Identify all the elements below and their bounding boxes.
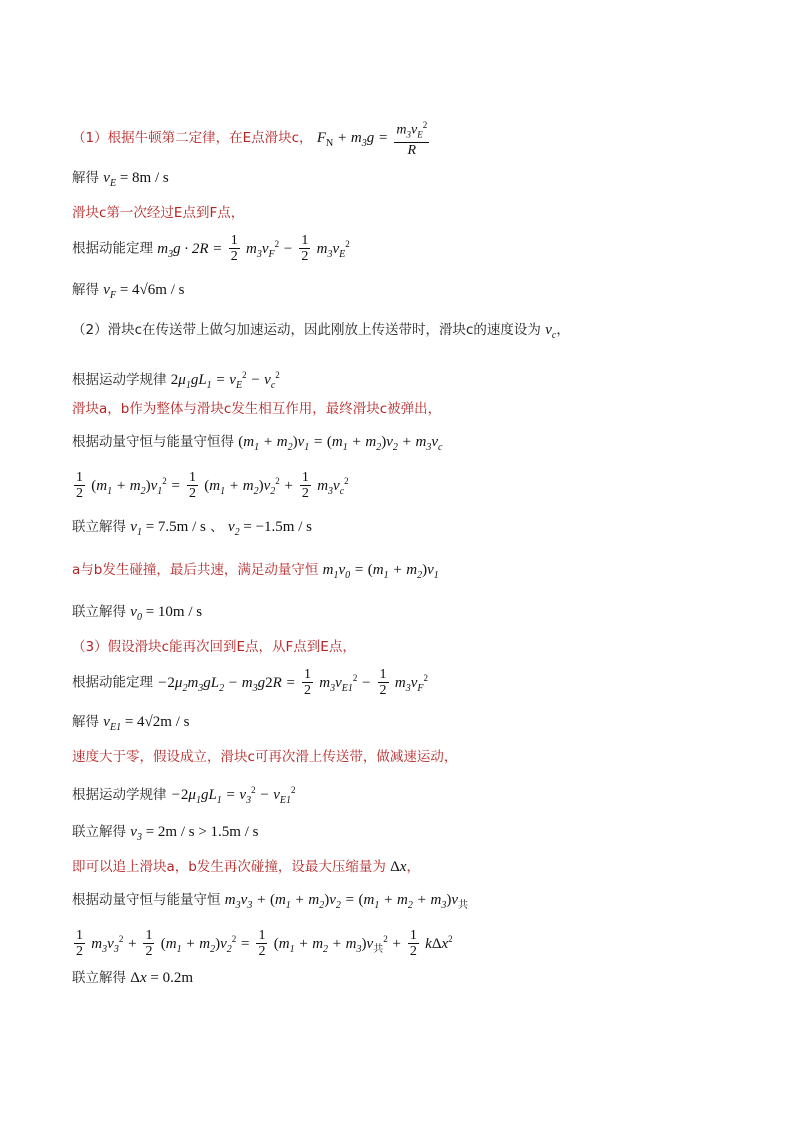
solution-line [72,280,184,306]
equation-fraction: $\frac{m_3v_E^2}{R}$ [396,120,428,159]
line-text: 联立解得 [72,519,126,535]
line-text: （1）根据牛顿第二定律，在E点滑块c， [72,130,313,147]
solution-line [72,470,349,502]
solution-line [72,168,169,194]
equation: $m_3g \cdot 2R$ = [157,240,223,260]
solution-line [72,602,202,628]
solution-line [72,118,431,158]
equation-fraction: $\frac{1}{2}$ [230,233,238,264]
solution-line [72,667,428,699]
equation: $m_3v_E^2$ [316,238,350,260]
equation-fraction: $\frac{1}{2}$ [188,470,196,501]
equation-fraction: $\frac{1}{2}$ [145,928,153,959]
line-text: 联立解得 [72,824,126,840]
line-text: （2）滑块c在传送带上做匀加速运动，因此刚放上传送带时，滑块c的速度设为 [72,322,541,338]
line-text: 解得 [72,282,99,298]
line-text: 联立解得 [72,604,126,620]
equation: $m_1v_0 = (m_1 + m_2)v_1$ [322,562,439,581]
line-text: a与b发生碰撞，最后共速，满足动量守恒 [72,562,319,578]
equation: $-2\mu_2m_3gL_2 - m_3g2R$ = [157,674,296,694]
line-text: 根据动能定理 [72,240,153,257]
equation: $v_E = 8m / s$ [103,170,169,189]
line-text: 联立解得 [72,970,126,986]
solution-line [72,712,189,738]
solution-line [72,399,441,419]
equation: $v_F = 4√6m / s$ [103,282,185,301]
equation: $v_3 = 2m / s > 1.5m / s$ [130,824,259,843]
equation: Δx = 0.2m [130,970,194,986]
solution-line: 联立解得 $v_1 = 7.5m / s$ 、 $v_2 = -1.5m / s$ [72,519,312,538]
equation-fraction: $\frac{1}{2}$ [379,667,387,698]
equation-fraction: $\frac{1}{2}$ [409,928,417,959]
equation-fraction: $\frac{1}{2}$ [76,928,83,959]
solution-line: （2）滑块c在传送带上做匀加速运动，因此刚放上传送带时，滑块c的速度设为 $v_c$， [72,322,570,341]
equation: $(m_1 + m_2)v_1 = (m_1 + m_2)v_2 + m_3v_c$ [238,434,443,453]
equation-fraction: $\frac{1}{2}$ [303,667,311,698]
solution-line [72,928,453,960]
equation: $(m_1 + m_2 + m_3)v_共^2$ + [273,933,402,955]
equation: $(m_1 + m_2)v_1^2$ = [91,475,181,497]
line-text: 即可以追上滑块a，b发生再次碰撞，设最大压缩量为 [72,859,386,875]
equation: $F_N + m_3g$ = [316,130,389,150]
line-text: 根据动量守恒与能量守恒 [72,892,221,908]
line-text: 根据动量守恒与能量守恒得 [72,434,234,450]
line-text: 滑块a，b作为整体与滑块c发生相互作用，最终滑块c被弹出， [72,401,442,417]
solution-line [72,637,356,657]
equation: kΔx$^2$ [425,933,453,952]
equation: $v_0 = 10m / s$ [130,604,203,623]
equation-fraction: $\frac{1}{2}$ [76,470,83,501]
equation: $(m_1 + m_2)v_2^2$ = [160,933,251,955]
line-text: 解得 [72,714,99,730]
equation: $m_3v_3^2$ + [91,933,138,955]
equation: $-2\mu_1gL_1 = v_3^2 - v_{E1}^2$ [170,785,296,806]
equation: $(m_1 + m_2)v_2^2$ + [204,475,294,497]
solution-line [72,233,350,265]
equation: $m_3v_{E1}^2$ − [319,672,372,694]
solution-line [72,203,244,223]
solution-line: 即可以追上滑块a，b发生再次碰撞，设最大压缩量为 Δx， [72,859,420,875]
solution-line [72,780,295,811]
equation-fraction: $\frac{1}{2}$ [301,470,309,501]
solution-line [72,968,193,988]
line-text: 根据动能定理 [72,674,153,691]
equation-fraction: $\frac{1}{2}$ [258,928,266,959]
equation: $2\mu_1gL_1 = v_E^2 - v_c^2$ [170,370,280,391]
line-text: 速度大于零，假设成立，滑块c可再次滑上传送带，做减速运动， [72,749,458,765]
equation: $m_3v_F^2$ − [246,238,294,260]
equation-fraction: $\frac{1}{2}$ [301,233,309,264]
solution-line [72,560,439,586]
solution-line [72,747,457,767]
equation: $v_{E1} = 4√2m / s$ [103,714,190,733]
line-text: 解得 [72,170,99,186]
line-text: 根据运动学规律 [72,372,167,388]
equation: $v_1 = 7.5m / s$ [130,519,206,538]
line-text: （3）假设滑块c能再次回到E点，从F点到E点， [72,639,356,655]
solution-line [72,890,468,916]
equation: $m_3v_F^2$ [394,672,428,694]
solution-line [72,432,442,458]
solution-line [72,822,258,848]
equation: $m_3v_3 + (m_1 + m_2)v_2 = (m_1 + m_2 + m_3)v_共$ [224,892,468,911]
equation: Δx [390,859,407,875]
equation: $v_c$ [545,322,557,341]
equation: $m_3v_c^2$ [317,475,349,497]
solution-line [72,365,280,396]
line-text: 根据运动学规律 [72,787,167,803]
line-text: 滑块c第一次经过E点到F点， [72,205,245,221]
